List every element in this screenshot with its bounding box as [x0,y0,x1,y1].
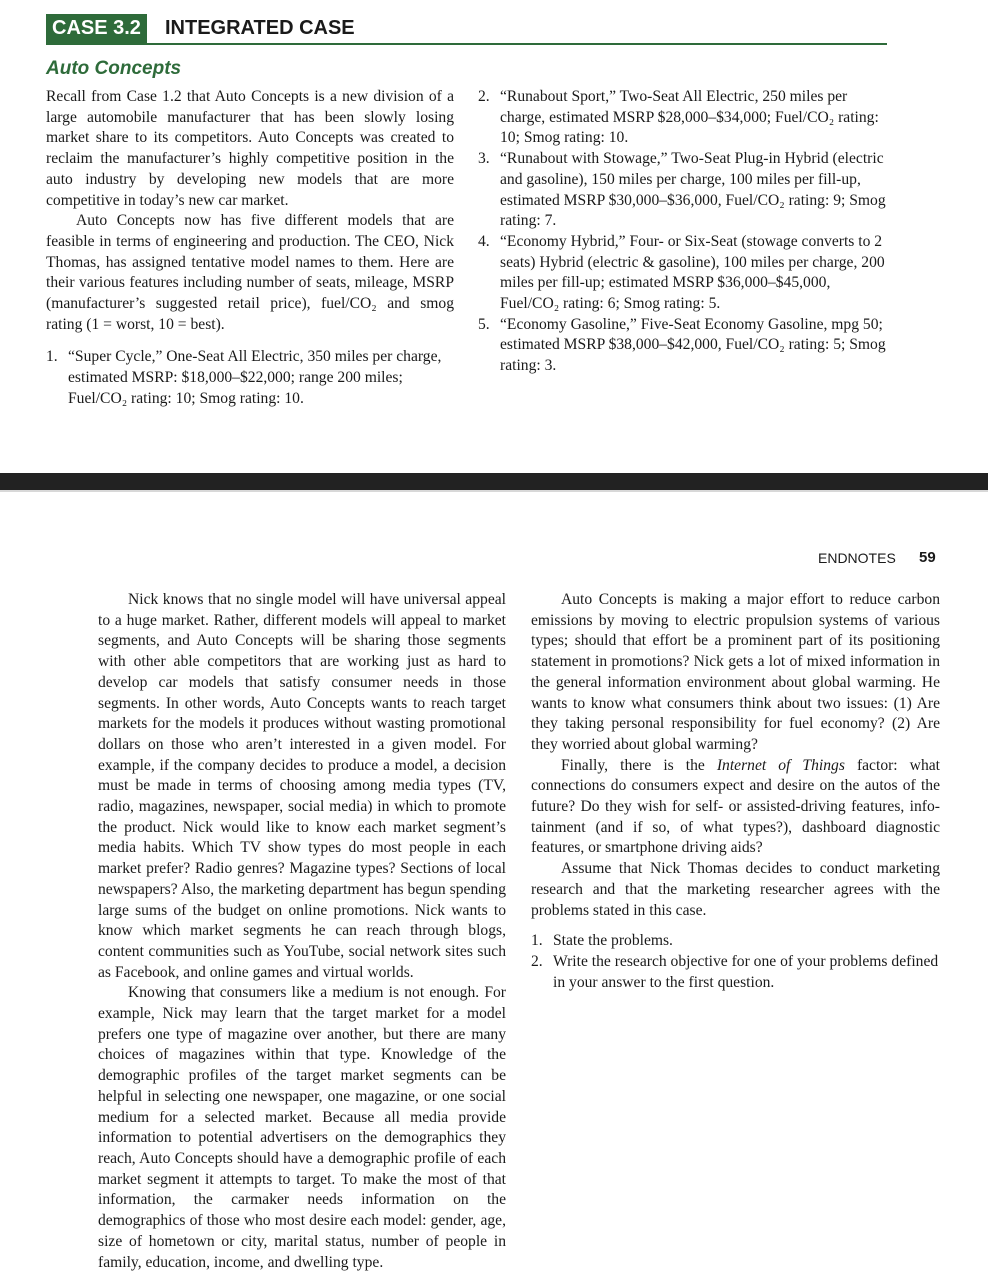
model-list-right [478,87,888,377]
model-text: “Economy Hybrid,” Four- or Six-Seat (stowage converts to 2 seats) Hybrid (electric & gasoline), 100 miles per charge, 200 miles per fill-up; estimated MSRP $36,000–$45,000, Fuel/CO₂ rating: 6; Smog rating: 5. [500,232,885,313]
intro-paragraph-1: Recall from Case 1.2 that Auto Concepts is a new division of a large automobile manufacturer that has been slowly losing market share to its competitors. Auto Concepts was created to reclaim the manufacturer’s highly competitive position in the auto industry by developing new models that are more competitive in today’s new car market. [46,88,454,209]
model-list-left [46,347,454,409]
model-text: “Economy Gasoline,” Five-Seat Economy Gasoline, mpg 50; estimated MSRP $38,000–$42,000, Fuel/CO₂ rating: 5; Smog rating: 3. [500,315,886,375]
question-list [531,931,940,993]
case-left-column [46,87,454,410]
p4-text-end: factor: what connections do consumers expect and desire on the autos of the future? Do they wish for self- or assisted-driving features, info-tainment (and if so, of what types?), dashboard diagnostic features, or smartphone driving aids? [531,756,940,857]
body-paragraph-5: Assume that Nick Thomas decides to conduct marketing research and that the marketing researcher agrees with the problems stated in this case. [531,860,940,919]
running-head: ENDNOTES [818,550,896,566]
body-paragraph-3: Auto Concepts is making a major effort to reduce carbon emissions by moving to electric propulsion systems of various types; should that effort be a prominent part of its positioning statement in promotions? Nick gets a lot of mixed information in the general information environment about global warming. He wants to know what consumers think about two issues: (1) Are they taking personal responsibility for fuel economy? (2) Are they worried about global warming? [531,591,940,753]
page-divider [0,473,988,490]
internet-of-things-term: Internet of Things [716,756,845,774]
question-item [531,952,940,993]
question-number: 1. [531,932,543,950]
model-item [478,232,888,315]
p4-text-start: Finally, there is the [561,756,717,774]
question-text: State the problems. [553,932,673,950]
question-number: 2. [531,952,543,970]
question-item [531,931,940,952]
case-number-badge: CASE 3.2 [46,14,147,43]
body-paragraph-4 [531,756,940,860]
model-item [478,87,888,149]
model-number: 4. [478,232,490,250]
model-item [46,347,454,409]
model-number: 3. [478,150,490,168]
model-text: “Runabout with Stowage,” Two-Seat Plug-in Hybrid (electric and gasoline), 150 miles per charge, 100 miles per fill-up, estimated MSRP $30,000–$36,000, Fuel/CO₂ rating: 9; Smog rating: 7. [500,150,886,230]
body-right-column [531,590,940,993]
page-divider-shadow [0,490,988,492]
model-number: 1. [46,348,58,366]
model-number: 2. [478,88,490,105]
case-title: Auto Concepts [46,58,182,79]
model-item [478,149,888,232]
case-right-column [478,87,888,377]
body-paragraph-2: Knowing that consumers like a medium is not enough. For example, Nick may learn that the target market for a model prefers one type of magazine over another, but there are many choices of magazines within that type. Knowledge of the demographic profiles of the target market segments can be helpful in selecting one newspaper, one magazine, or one social medium for a selected market. Because all media provide information to potential advertisers on the demographics they reach, Auto Concepts should have a demographic profile of each market segment it attempts to target. To make the most of that information, the carmaker needs information on the demographics of those who most desire each model: gender, age, size of hometown or city, marital status, number of people in family, education, income, and dwelling type. [98,984,506,1271]
model-item [478,315,888,377]
body-left-column [98,590,506,1273]
model-text: “Runabout Sport,” Two-Seat All Electric, 250 miles per charge, estimated MSRP $28,000–$34,000; Fuel/CO₂ rating: 10; Smog rating: 10. [500,88,879,147]
page-number: 59 [919,549,936,566]
body-paragraph-1: Nick knows that no single model will have universal appeal to a huge market. Rather, different models will appeal to market segments, and Auto Concepts will be sharing those segments with other able competitors that are working just as hard to develop car models that satisfy consumer needs in those segments. In other words, Auto Concepts wants to reach target markets for the models it produces without wasting promotional dollars on those who aren’t interested in a given model. For example, if the company decides to produce a model, a decision must be made in terms of choosing among media types (TV, radio, magazines, newspaper, social media) in which to promote the product. Nick would like to know each market segment’s media habits. Which TV show types do most people in each market prefer? Radio genres? Magazine types? Sections of local newspapers? Also, the marketing department has begun spending large sums of the budget on online promotions. Nick wants to know which market segments he can reach through blogs, content communities such as YouTube, social network sites such as Facebook, and online games and virtual worlds. [98,591,506,981]
model-text: “Super Cycle,” One-Seat All Electric, 350 miles per charge, estimated MSRP: $18,000–$22,000; range 200 miles; Fuel/CO₂ rating: 10; Smog rating: 10. [68,348,442,407]
case-header [46,14,887,45]
intro-paragraph-2: Auto Concepts now has five different models that are feasible in terms of engineering and production. The CEO, Nick Thomas, has assigned tentative model names to them. Here are their various features including number of seats, mileage, MSRP (manufacturer’s suggested retail price), fuel/CO₂ and smog rating (1 = worst, 10 = best). [46,212,454,333]
question-text: Write the research objective for one of your problems defined in your answer to the first question. [553,952,939,991]
model-number: 5. [478,315,490,333]
case-type-label: INTEGRATED CASE [165,17,355,39]
